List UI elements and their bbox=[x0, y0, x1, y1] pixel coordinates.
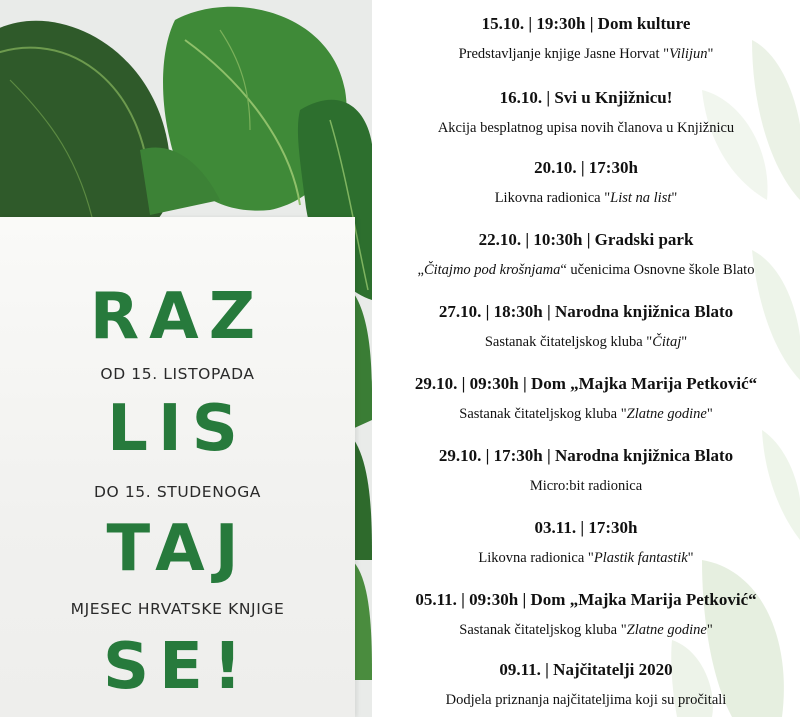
event-heading: 15.10. | 19:30h | Dom kulture bbox=[481, 14, 691, 33]
event-heading: 05.11. | 09:30h | Dom „Majka Marija Petković“ bbox=[415, 590, 757, 609]
event-description: Likovna radionica "Plastik fantastik" bbox=[478, 550, 694, 566]
event-heading: 29.10. | 09:30h | Dom „Majka Marija Petković“ bbox=[414, 374, 758, 393]
event-heading: 20.10. | 17:30h bbox=[534, 158, 638, 177]
event-heading: 29.10. | 17:30h | Narodna knjižnica Blato bbox=[438, 446, 734, 465]
event-heading: 03.11. | 17:30h bbox=[534, 518, 638, 537]
subtitle-text: MJESEC HRVATSKE KNJIGE bbox=[70, 600, 285, 618]
event-description: Micro:bit radionica bbox=[529, 478, 643, 494]
event-description: Sastanak čitateljskog kluba "Zlatne godine" bbox=[459, 406, 713, 422]
date-to-text: DO 15. STUDENOGA bbox=[93, 483, 262, 501]
event-description: Predstavljanje knjige Jasne Horvat "Vilijun" bbox=[458, 46, 714, 62]
event-description: Akcija besplatnog upisa novih članova u Knjižnicu bbox=[437, 120, 735, 136]
title-line-2: LIS bbox=[107, 392, 248, 466]
event-heading: 16.10. | Svi u Knjižnicu! bbox=[499, 88, 673, 107]
event-description: Likovna radionica "List na list" bbox=[494, 190, 678, 206]
event-heading: 22.10. | 10:30h | Gradski park bbox=[478, 230, 694, 249]
title-line-3: TAJ bbox=[106, 512, 249, 586]
events-panel bbox=[372, 0, 800, 717]
event-description: Sastanak čitateljskog kluba "Zlatne godine" bbox=[459, 622, 713, 638]
event-heading: 09.11. | Najčitatelji 2020 bbox=[499, 660, 673, 679]
poster-panel bbox=[0, 0, 372, 717]
title-line-4: SE! bbox=[103, 630, 252, 704]
event-description: Dodjela priznanja najčitateljima koji su pročitali bbox=[445, 692, 727, 708]
event-description: „Čitajmo pod krošnjama“ učenicima Osnovne škole Blato bbox=[417, 262, 755, 278]
event-heading: 27.10. | 18:30h | Narodna knjižnica Blato bbox=[438, 302, 734, 321]
date-from-text: OD 15. LISTOPADA bbox=[100, 365, 255, 383]
title-card bbox=[0, 217, 355, 717]
event-description: Sastanak čitateljskog kluba "Čitaj" bbox=[484, 334, 688, 350]
title-line-1: RAZ bbox=[89, 280, 266, 354]
